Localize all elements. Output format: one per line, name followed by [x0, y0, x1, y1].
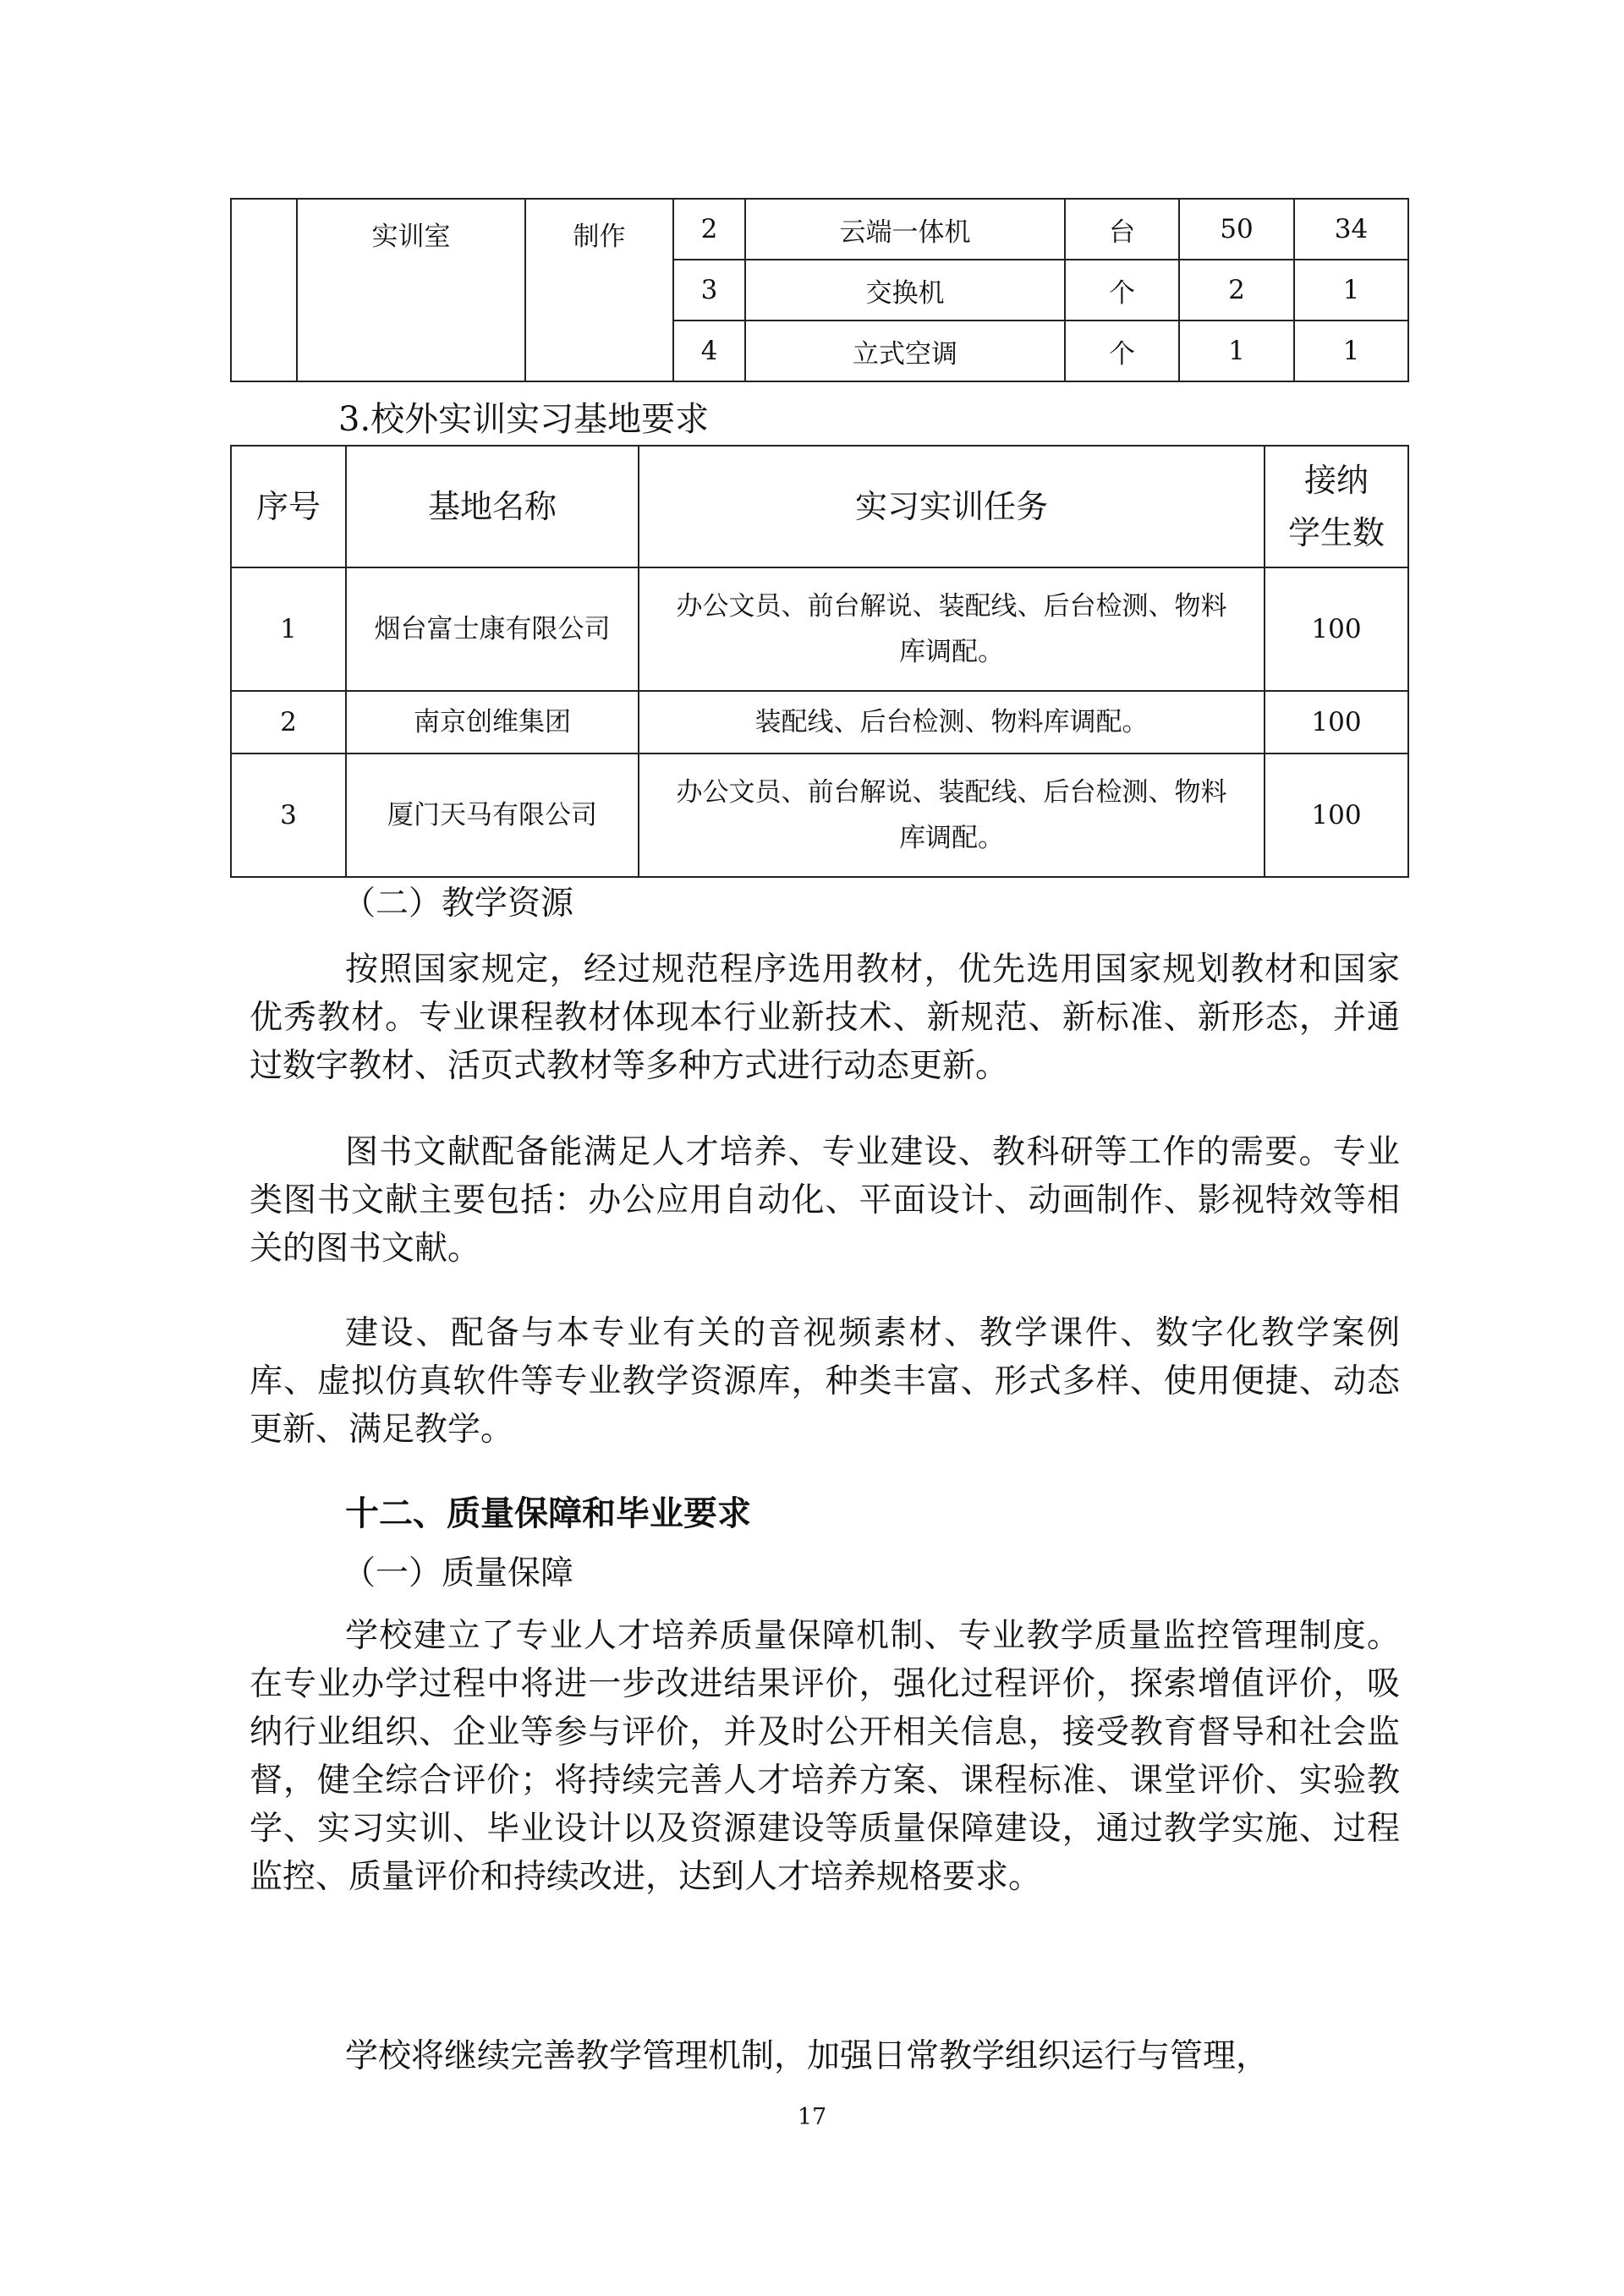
table-row: [231, 691, 1408, 753]
capacity-cell: 100: [1265, 691, 1408, 753]
base-table: [230, 445, 1409, 878]
header-capacity-line2: 学生数: [1287, 514, 1385, 551]
header-capacity: [1265, 446, 1408, 567]
header-tasks: 实习实训任务: [639, 446, 1265, 567]
room-cell: 实训室: [297, 199, 525, 381]
tasks-line: 库调配。: [899, 823, 1004, 853]
header-capacity-line1: 接纳: [1303, 462, 1369, 499]
tasks-line: 库调配。: [899, 637, 1004, 667]
base-requirements-heading: 3.校外实训实习基地要求: [338, 400, 710, 439]
table-cell-empty: [231, 199, 297, 381]
body-paragraph: 学校建立了专业人才培养质量保障机制、专业教学质量监控管理制度。在专业办学过程中将进一步改进结果评价，强化过程评价，探索增值评价，吸纳行业组织、企业等参与评价，并及时公开相关信息，接受教育督导和社会监督，健全综合评价；将持续完善人才培养方案、课程标准、课堂评价、实验教学、实习实训、毕业设计以及资源建设等质量保障建设，通过教学实施、过程监控、质量评价和持续改进，达到人才培养规格要求。: [250, 1617, 1400, 1896]
quality-section-title: 十二、质量保障和毕业要求: [345, 1494, 751, 1533]
no-cell: 3: [673, 260, 745, 321]
tasks-cell: [639, 753, 1265, 877]
no-cell: 2: [673, 199, 745, 260]
unit-cell: 个: [1065, 321, 1179, 381]
no-cell: 3: [231, 753, 346, 877]
no-cell: 2: [231, 691, 346, 753]
table-row: [231, 199, 1408, 260]
item-cell: 立式空调: [745, 321, 1065, 381]
capacity-cell: 100: [1265, 753, 1408, 877]
item-cell: 交换机: [745, 260, 1065, 321]
tasks-cell: [639, 567, 1265, 691]
unit-cell: 台: [1065, 199, 1179, 260]
name-cell: 厦门天马有限公司: [346, 753, 639, 877]
qty-required-cell: 1: [1179, 321, 1294, 381]
qty-actual-cell: 1: [1294, 321, 1408, 381]
qty-required-cell: 2: [1179, 260, 1294, 321]
table-row: [231, 753, 1408, 877]
name-cell: 南京创维集团: [346, 691, 639, 753]
tasks-cell: 装配线、后台检测、物料库调配。: [639, 691, 1265, 753]
qty-required-cell: 50: [1179, 199, 1294, 260]
body-paragraph: 图书文献配备能满足人才培养、专业建设、教科研等工作的需要。专业类图书文献主要包括：办公应用自动化、平面设计、动画制作、影视特效等相关的图书文献。: [250, 1133, 1400, 1268]
no-cell: 4: [673, 321, 745, 381]
table-header-row: [231, 446, 1408, 567]
body-paragraph: 按照国家规定，经过规范程序选用教材，优先选用国家规划教材和国家优秀教材。专业课程教材体现本行业新技术、新规范、新标准、新形态，并通过数字教材、活页式教材等多种方式进行动态更新。: [250, 951, 1400, 1085]
teaching-resources-title: （二）教学资源: [343, 885, 574, 923]
name-cell: 烟台富士康有限公司: [346, 567, 639, 691]
capacity-cell: 100: [1265, 567, 1408, 691]
page-number: 17: [797, 2104, 827, 2130]
tasks-line: 办公文员、前台解说、装配线、后台检测、物料: [676, 777, 1227, 808]
qty-actual-cell: 34: [1294, 199, 1408, 260]
header-name: 基地名称: [346, 446, 639, 567]
quality-subtitle: （一）质量保障: [343, 1554, 574, 1592]
task-cell: 制作: [525, 199, 673, 381]
body-paragraph: 建设、配备与本专业有关的音视频素材、教学课件、数字化教学案例库、虚拟仿真软件等专业教学资源库，种类丰富、形式多样、使用便捷、动态更新、满足教学。: [250, 1314, 1400, 1449]
body-paragraph: 学校将继续完善教学管理机制，加强日常教学组织运行与管理，: [345, 2037, 1270, 2075]
qty-actual-cell: 1: [1294, 260, 1408, 321]
item-cell: 云端一体机: [745, 199, 1065, 260]
tasks-line: 办公文员、前台解说、装配线、后台检测、物料: [676, 591, 1227, 622]
unit-cell: 个: [1065, 260, 1179, 321]
header-no: 序号: [231, 446, 346, 567]
table-row: [231, 567, 1408, 691]
equipment-table: [230, 198, 1409, 382]
no-cell: 1: [231, 567, 346, 691]
